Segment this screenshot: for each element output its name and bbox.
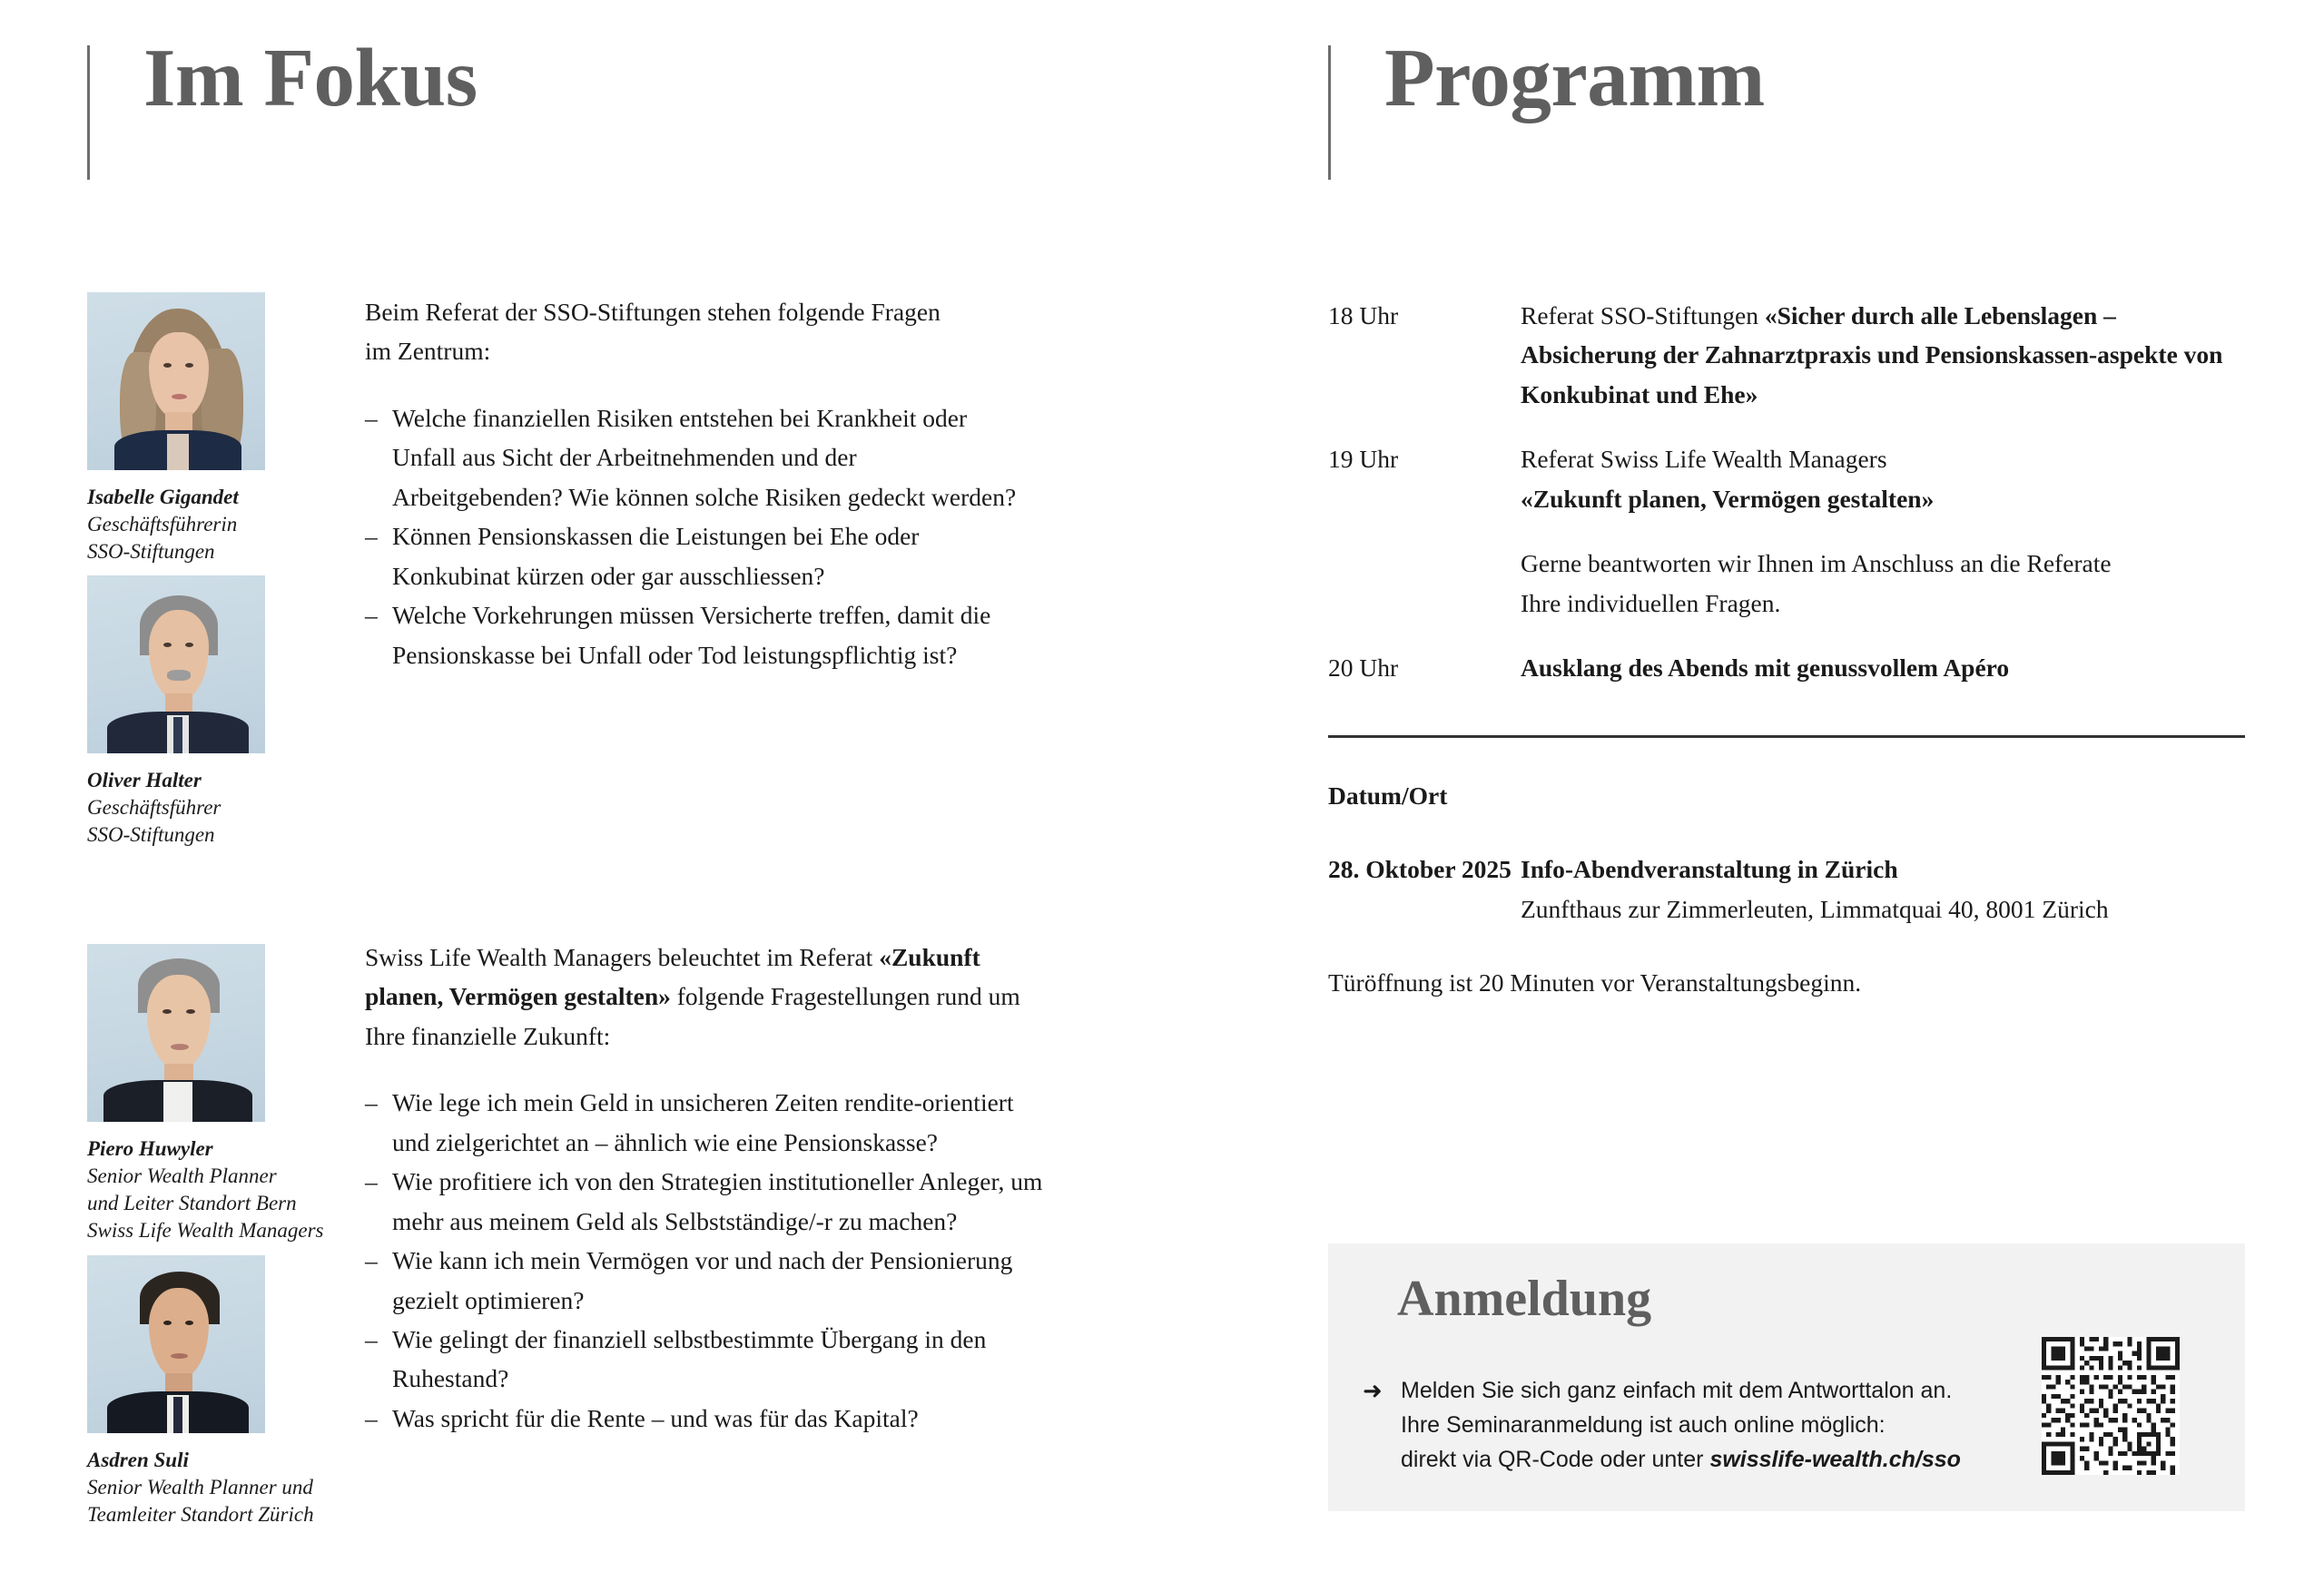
page-title-im-fokus: Im Fokus xyxy=(143,32,478,123)
avatar-piero-huwyler xyxy=(87,944,265,1122)
speaker-caption-1 xyxy=(87,484,265,565)
dash-marker: – xyxy=(365,1167,378,1196)
qr-code[interactable] xyxy=(2042,1337,2180,1475)
arrow-right-icon: ➜ xyxy=(1363,1377,1383,1404)
event-address: Zunfthaus zur Zimmerleuten, Limmatquai 40, 8001 Zürich xyxy=(1521,894,2109,923)
intro2-pre: Swiss Life Wealth Managers beleuchtet im Referat xyxy=(365,943,880,971)
datum-ort-section xyxy=(1328,776,2245,1003)
page-title-programm: Programm xyxy=(1384,32,1765,123)
intro2-post: folgende Fragestellungen rund um Ihre finanzielle Zukunft: xyxy=(365,982,1020,1050)
list-item xyxy=(365,398,1028,516)
list-item-text: Wie lege ich mein Geld in unsicheren Zeiten rendite-orientiert und zielgerichtet an – ähnlich wie eine Pensionskasse? xyxy=(392,1088,1014,1156)
questions-list-1 xyxy=(365,398,1028,674)
program-desc-bold: «Sicher durch alle Lebenslagen – Absicherung der Zahnarztpraxis und Pensionskassen-aspekte von Konkubinat und Ehe» xyxy=(1521,301,2223,408)
speaker-card-1 xyxy=(87,292,265,565)
program-row xyxy=(1328,544,2245,623)
list-item-text: Was spricht für die Rente – und was für das Kapital? xyxy=(392,1403,919,1432)
intro2-bold: «Zukunft planen, Vermögen gestalten» xyxy=(365,943,980,1011)
speaker-role-line: SSO-Stiftungen xyxy=(87,822,215,846)
list-item xyxy=(365,516,1028,595)
program-description: Gerne beantworten wir Ihnen im Anschluss an die Referate Ihre individuellen Fragen. xyxy=(1521,549,2112,617)
speaker-caption-4 xyxy=(87,1447,314,1528)
intro-line-2: im Zentrum: xyxy=(365,337,491,366)
intro-text-block-1 xyxy=(365,292,1028,674)
speaker-role-line: SSO-Stiftungen xyxy=(87,539,215,563)
dash-marker: – xyxy=(365,1088,378,1117)
list-item xyxy=(365,1241,1055,1320)
speaker-role-line: Geschäftsführerin xyxy=(87,512,238,536)
questions-list-2 xyxy=(365,1083,1055,1438)
anmeldung-line-3 xyxy=(1401,1442,2053,1477)
speaker-card-3 xyxy=(87,944,323,1244)
left-column xyxy=(87,0,1140,1582)
heading-rule-left xyxy=(87,45,90,180)
event-location xyxy=(1521,850,2245,929)
speaker-caption-3 xyxy=(87,1135,323,1244)
speaker-role-line: Teamleiter Standort Zürich xyxy=(87,1502,314,1526)
program-description xyxy=(1521,439,2245,518)
list-item xyxy=(365,1399,1055,1438)
anmeldung-text xyxy=(1363,1373,2053,1477)
program-desc-plain: Referat Swiss Life Wealth Managers xyxy=(1521,445,1887,474)
intro-line-1: Beim Referat der SSO-Stiftungen stehen folgende Fragen xyxy=(365,298,940,326)
speaker-name: Asdren Suli xyxy=(87,1449,189,1471)
programm-heading-block xyxy=(1328,32,1765,123)
program-desc-bold: «Zukunft planen, Vermögen gestalten» xyxy=(1521,484,1935,513)
speaker-role-line: und Leiter Standort Bern xyxy=(87,1191,297,1214)
program-desc-plain: Referat SSO-Stiftungen xyxy=(1521,301,1765,329)
speaker-name: Oliver Halter xyxy=(87,769,202,791)
avatar-isabelle-gigandet xyxy=(87,292,265,470)
heading-rule-right xyxy=(1328,45,1331,180)
list-item-text: Wie kann ich mein Vermögen vor und nach der Pensionierung gezielt optimieren? xyxy=(392,1246,1013,1314)
program-time: 19 Uhr xyxy=(1328,445,1399,474)
section-divider xyxy=(1328,735,2245,738)
list-item-text: Können Pensionskassen die Leistungen bei Ehe oder Konkubinat kürzen oder gar ausschliessen? xyxy=(392,522,920,590)
list-item xyxy=(365,1320,1055,1399)
anmeldung-line-1: Melden Sie sich ganz einfach mit dem Antworttalon an. xyxy=(1401,1378,1953,1403)
program-time: 18 Uhr xyxy=(1328,301,1399,329)
speaker-card-2 xyxy=(87,575,265,849)
speaker-name: Piero Huwyler xyxy=(87,1137,213,1160)
dash-marker: – xyxy=(365,403,378,432)
program-row xyxy=(1328,648,2245,687)
speaker-role-line: Senior Wealth Planner xyxy=(87,1164,277,1187)
program-table xyxy=(1328,296,2245,688)
program-row xyxy=(1328,439,2245,518)
program-time: 20 Uhr xyxy=(1328,653,1399,683)
right-column xyxy=(1328,0,2245,1582)
dash-marker: – xyxy=(365,1246,378,1275)
dash-marker: – xyxy=(365,522,378,551)
list-item xyxy=(365,1083,1055,1162)
door-opening-note: Türöffnung ist 20 Minuten vor Veranstaltungsbeginn. xyxy=(1328,968,1862,997)
speaker-caption-2 xyxy=(87,767,265,849)
list-item-text: Welche finanziellen Risiken entstehen bei Krankheit oder Unfall aus Sicht der Arbeitnehmenden und der Arbeitgebenden? Wie können solche Risiken gedeckt werden? xyxy=(392,403,1017,511)
avatar-asdren-suli xyxy=(87,1255,265,1433)
event-title: Info-Abendveranstaltung in Zürich xyxy=(1521,855,1898,884)
anmeldung-line-2: Ihre Seminaranmeldung ist auch online möglich: xyxy=(1401,1412,1886,1438)
dash-marker: – xyxy=(365,601,378,630)
list-item-text: Wie gelingt der finanziell selbstbestimmte Übergang in den Ruhestand? xyxy=(392,1324,987,1393)
speaker-card-4 xyxy=(87,1255,314,1528)
dash-marker: – xyxy=(365,1324,378,1353)
speaker-role-line: Swiss Life Wealth Managers xyxy=(87,1218,324,1242)
list-item-text: Wie profitiere ich von den Strategien institutioneller Anleger, um mehr aus meinem Geld als Selbstständige/-r zu machen? xyxy=(392,1167,1043,1235)
program-description: Ausklang des Abends mit genussvollem Apéro xyxy=(1521,653,2010,683)
list-item xyxy=(365,1162,1055,1241)
avatar-oliver-halter xyxy=(87,575,265,753)
program-row xyxy=(1328,296,2245,414)
datum-ort-label: Datum/Ort xyxy=(1328,781,1448,810)
speaker-role-line: Geschäftsführer xyxy=(87,795,222,819)
dash-marker: – xyxy=(365,1403,378,1432)
im-fokus-heading-block xyxy=(87,32,478,123)
event-date: 28. Oktober 2025 xyxy=(1328,855,1512,884)
intro2-paragraph xyxy=(365,938,1055,1056)
anmeldung-heading: Anmeldung xyxy=(1397,1271,1652,1327)
speaker-role-line: Senior Wealth Planner und xyxy=(87,1475,313,1498)
datum-row xyxy=(1328,850,2245,929)
program-description xyxy=(1521,296,2245,414)
anmeldung-box xyxy=(1328,1243,2245,1511)
intro-text-block-2 xyxy=(365,938,1055,1438)
registration-link[interactable]: swisslife-wealth.ch/sso xyxy=(1709,1447,1961,1472)
anmeldung-line-3-pre: direkt via QR-Code oder unter xyxy=(1401,1447,1710,1472)
list-item xyxy=(365,595,1028,674)
list-item-text: Welche Vorkehrungen müssen Versicherte treffen, damit die Pensionskasse bei Unfall oder Tod leistungspflichtig ist? xyxy=(392,601,991,669)
speaker-name: Isabelle Gigandet xyxy=(87,486,239,508)
